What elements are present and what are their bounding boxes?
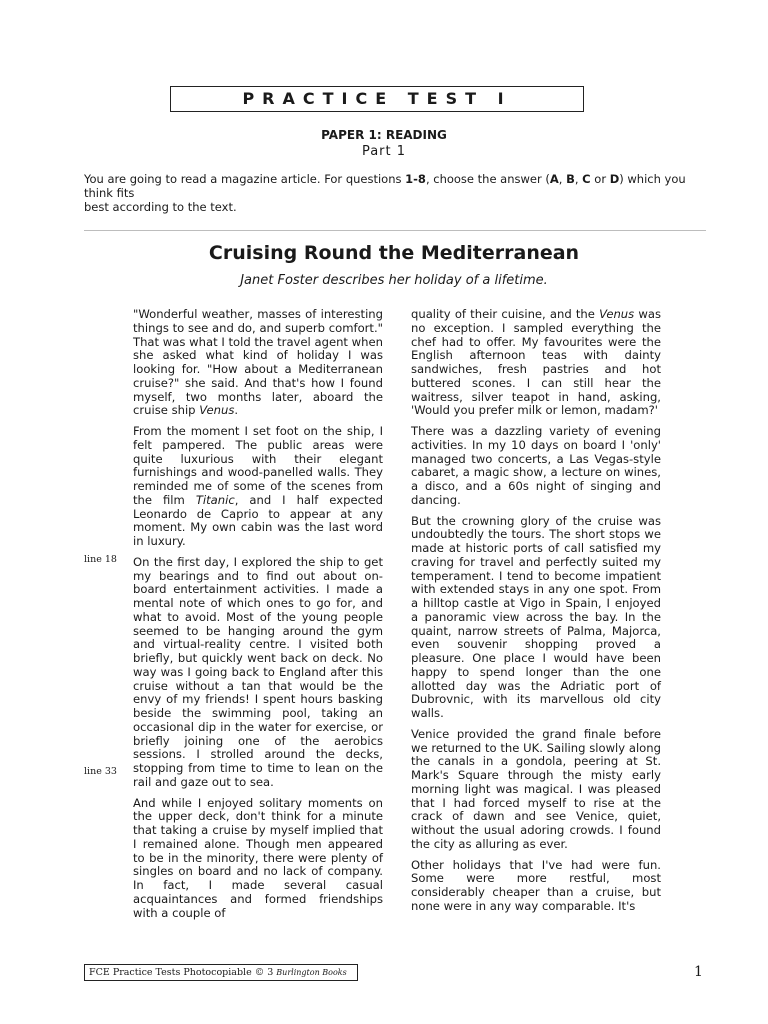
paragraph: Other holidays that I've had were fun. Some were more restful, most considerably cheaper than a cruise, but none were in any way comparable. It's bbox=[411, 857, 661, 913]
copyright-footer: FCE Practice Tests Photocopiable © 3 Burlington Books bbox=[84, 964, 358, 981]
paragraph: "Wonderful weather, masses of interesting things to see and do, and superb comfort." That was what I told the travel agent when she asked what kind of holiday I was looking for. "How about a Mediterranean cruise?" she said. And that's how I found myself, two months later, aboard the cruise ship Venus. bbox=[133, 307, 383, 418]
line-marker: line 18 bbox=[84, 554, 117, 565]
paragraph: But the crowning glory of the cruise was undoubtedly the tours. The short stops we made at historic ports of call satisfied my craving for travel and perfectly suited my temperament. I tend to become impatient with extended stays in any one spot. From a hilltop castle at Vigo in Spain, I enjoyed a panoramic view across the bay. In the quaint, narrow streets of Palma, Majorca, even souvenir shopping proved a pleasure. One place I would have been happy to spend longer than the one allotted day was the Adriatic port of Dubrovnic, with its marvellous old city walls. bbox=[411, 513, 661, 720]
article-title: Cruising Round the Mediterranean bbox=[208, 242, 580, 264]
section-divider bbox=[84, 230, 706, 231]
publisher-name: Burlington Books bbox=[276, 968, 347, 977]
line-marker: line 33 bbox=[84, 766, 117, 777]
paragraph: From the moment I set foot on the ship, I felt pampered. The public areas were quite luxurious with their elegant furnishings and wood-panelled walls. They reminded me of some of the scenes from the film Titanic, and I half expected Leonardo de Caprio to appear at any moment. My own cabin was the last word in luxury. bbox=[133, 424, 384, 548]
paper-heading: PAPER 1: READING bbox=[321, 128, 447, 142]
instructions: You are going to read a magazine article. For questions 1-8, choose the answer (A, B, C or D) which you think fits best according to the text. bbox=[84, 172, 686, 214]
practice-test-title: PRACTICE TEST I bbox=[170, 86, 584, 112]
paragraph: quality of their cuisine, and the Venus was no exception. I sampled everything the chef had to offer. My favourites were the English afternoon teas with dainty sandwiches, fresh pastries and hot buttered scones. I can still hear the waitress, silver teapot in hand, asking, 'Would you prefer milk or lemon, madam?' bbox=[411, 307, 661, 418]
article-byline: Janet Foster describes her holiday of a lifetime. bbox=[240, 273, 548, 288]
paragraph: On the first day, I explored the ship to get my bearings and to find out about on-board entertainment activities. I made a mental note of which ones to go for, and what to avoid. Most of the young people seemed to be hanging around the gym and virtual-reality centre. I visited both briefly, but quickly went back on deck. No way was I going back to England after this cruise without a tan that would be the envy of my friends! I spent hours basking beside the swimming pool, taking an occasional dip in the water for exercise, or briefly joining one of the aerobics sessions. I strolled around the decks, stopping from time to time to lean on the rail and gaze out to sea. bbox=[133, 554, 383, 789]
paragraph: And while I enjoyed solitary moments on the upper deck, don't think for a minute that taking a cruise by myself implied that I remained alone. Though men appeared to be in the minority, there were plenty of singles on board and no lack of company. In fact, I made several casual acquaintances and formed friendships with a couple of bbox=[133, 795, 383, 920]
article-column-right bbox=[411, 308, 661, 914]
paragraph: Venice provided the grand finale before we returned to the UK. Sailing slowly along the canals in a gondola, peering at St. Mark's Square through the misty early morning light was magical. I was pleased that I had forced myself to rise at the crack of dawn and see Venice, quiet, without the usual adoring crowds. I found the city as alluring as ever. bbox=[411, 726, 661, 851]
paragraph: There was a dazzling variety of evening activities. In my 10 days on board I 'only' managed two concerts, a Las Vegas-style cabaret, a magic show, a lecture on wines, a disco, and a 60s night of singing and dancing. bbox=[411, 424, 661, 507]
part-heading: Part 1 bbox=[361, 144, 407, 159]
page-number: 1 bbox=[694, 964, 703, 980]
article-column-left bbox=[133, 308, 383, 920]
